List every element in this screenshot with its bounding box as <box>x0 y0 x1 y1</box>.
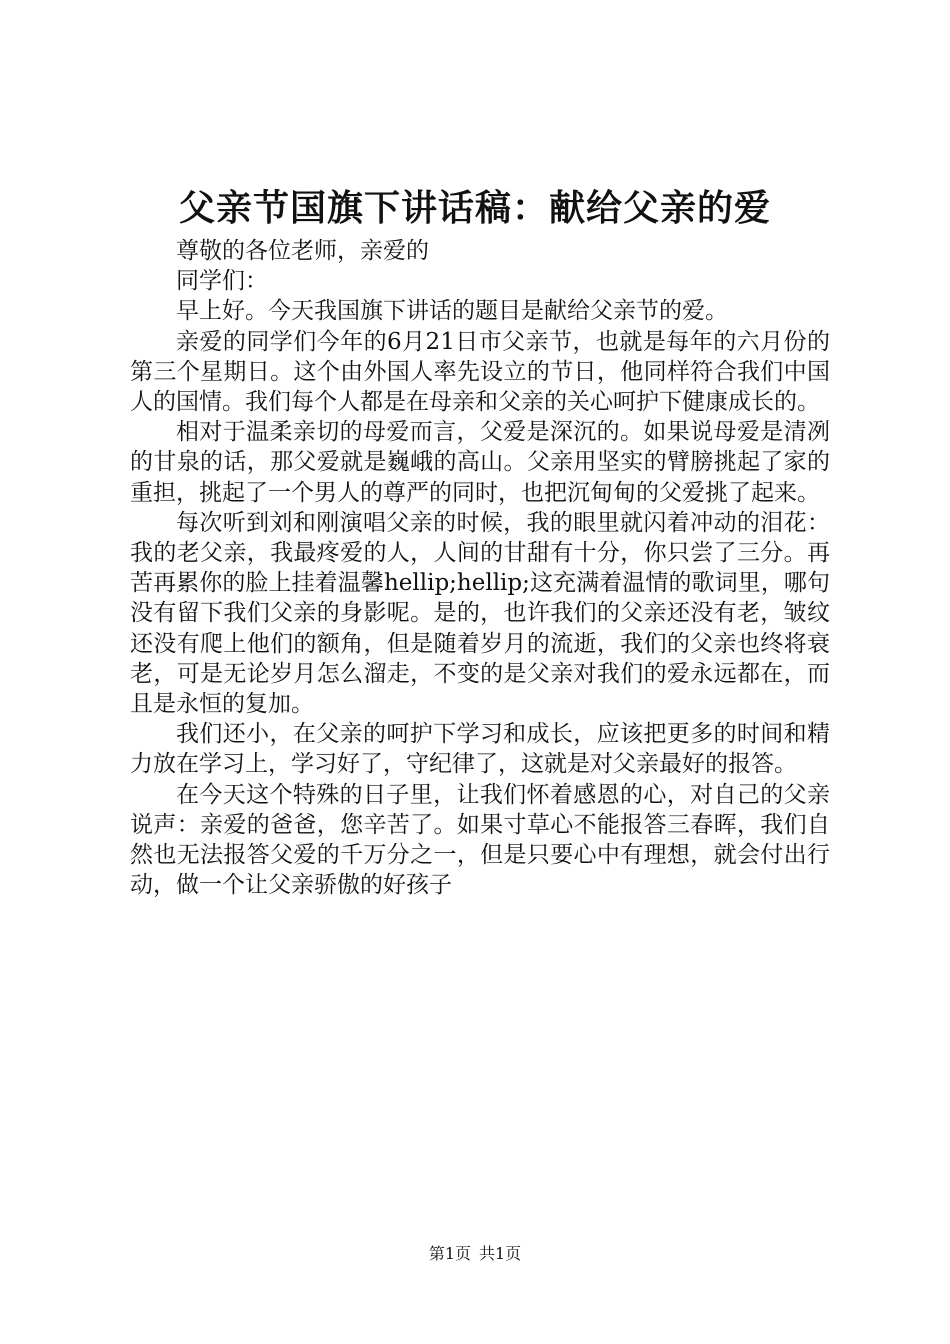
paragraph-salutation: 尊敬的各位老师，亲爱的 <box>176 238 429 264</box>
paragraph-salutation-continued: 同学们： <box>176 268 268 295</box>
document-title: 父亲节国旗下讲话稿：献给父亲的爱 <box>178 187 771 229</box>
paragraph: 在今天这个特殊的日子里，让我们怀着感恩的心，对自己的父亲说声：亲爱的爸爸，您辛苦了。如果寸草心不能报答三春晖，我们自然也无法报答父爱的千万分之一，但是只要心中有理想，就会付出行动，做一个让父亲骄傲的好孩子 <box>130 781 830 899</box>
paragraph: 相对于温柔亲切的母爱而言，父爱是深沉的。如果说母爱是清冽的甘泉的话，那父爱就是巍峨的高山。父亲用坚实的臂膀挑起了家的重担，挑起了一个男人的尊严的同时，也把沉甸甸的父爱挑了起来。 <box>130 419 830 506</box>
page-footer <box>0 1243 950 1265</box>
document-body <box>130 236 830 900</box>
page-total: 共1页 <box>479 1244 522 1263</box>
paragraph-greeting: 早上好。今天我国旗下讲话的题目是献给父亲节的爱。 <box>176 298 728 325</box>
paragraph: 我们还小，在父亲的呵护下学习和成长，应该把更多的时间和精力放在学习上，学习好了，守纪律了，这就是对父亲最好的报答。 <box>130 721 830 778</box>
page-number: 第1页 <box>428 1244 471 1263</box>
paragraph: 每次听到刘和刚演唱父亲的时候，我的眼里就闪着冲动的泪花：我的老父亲，我最疼爱的人，人间的甘甜有十分，你只尝了三分。再苦再累你的脸上挂着温馨hellip;hellip;这充满着温情的歌词里，哪句没有留下我们父亲的身影呢。是的，也许我们的父亲还没有老，皱纹还没有爬上他们的额角，但是随着岁月的流逝，我们的父亲也终将衰老，可是无论岁月怎么溜走，不变的是父亲对我们的爱永远都在，而且是永恒的复加。 <box>130 509 830 718</box>
paragraph: 亲爱的同学们今年的6月21日市父亲节，也就是每年的六月份的第三个星期日。这个由外国人率先设立的节日，他同样符合我们中国人的国情。我们每个人都是在母亲和父亲的关心呵护下健康成长的。 <box>130 328 830 416</box>
